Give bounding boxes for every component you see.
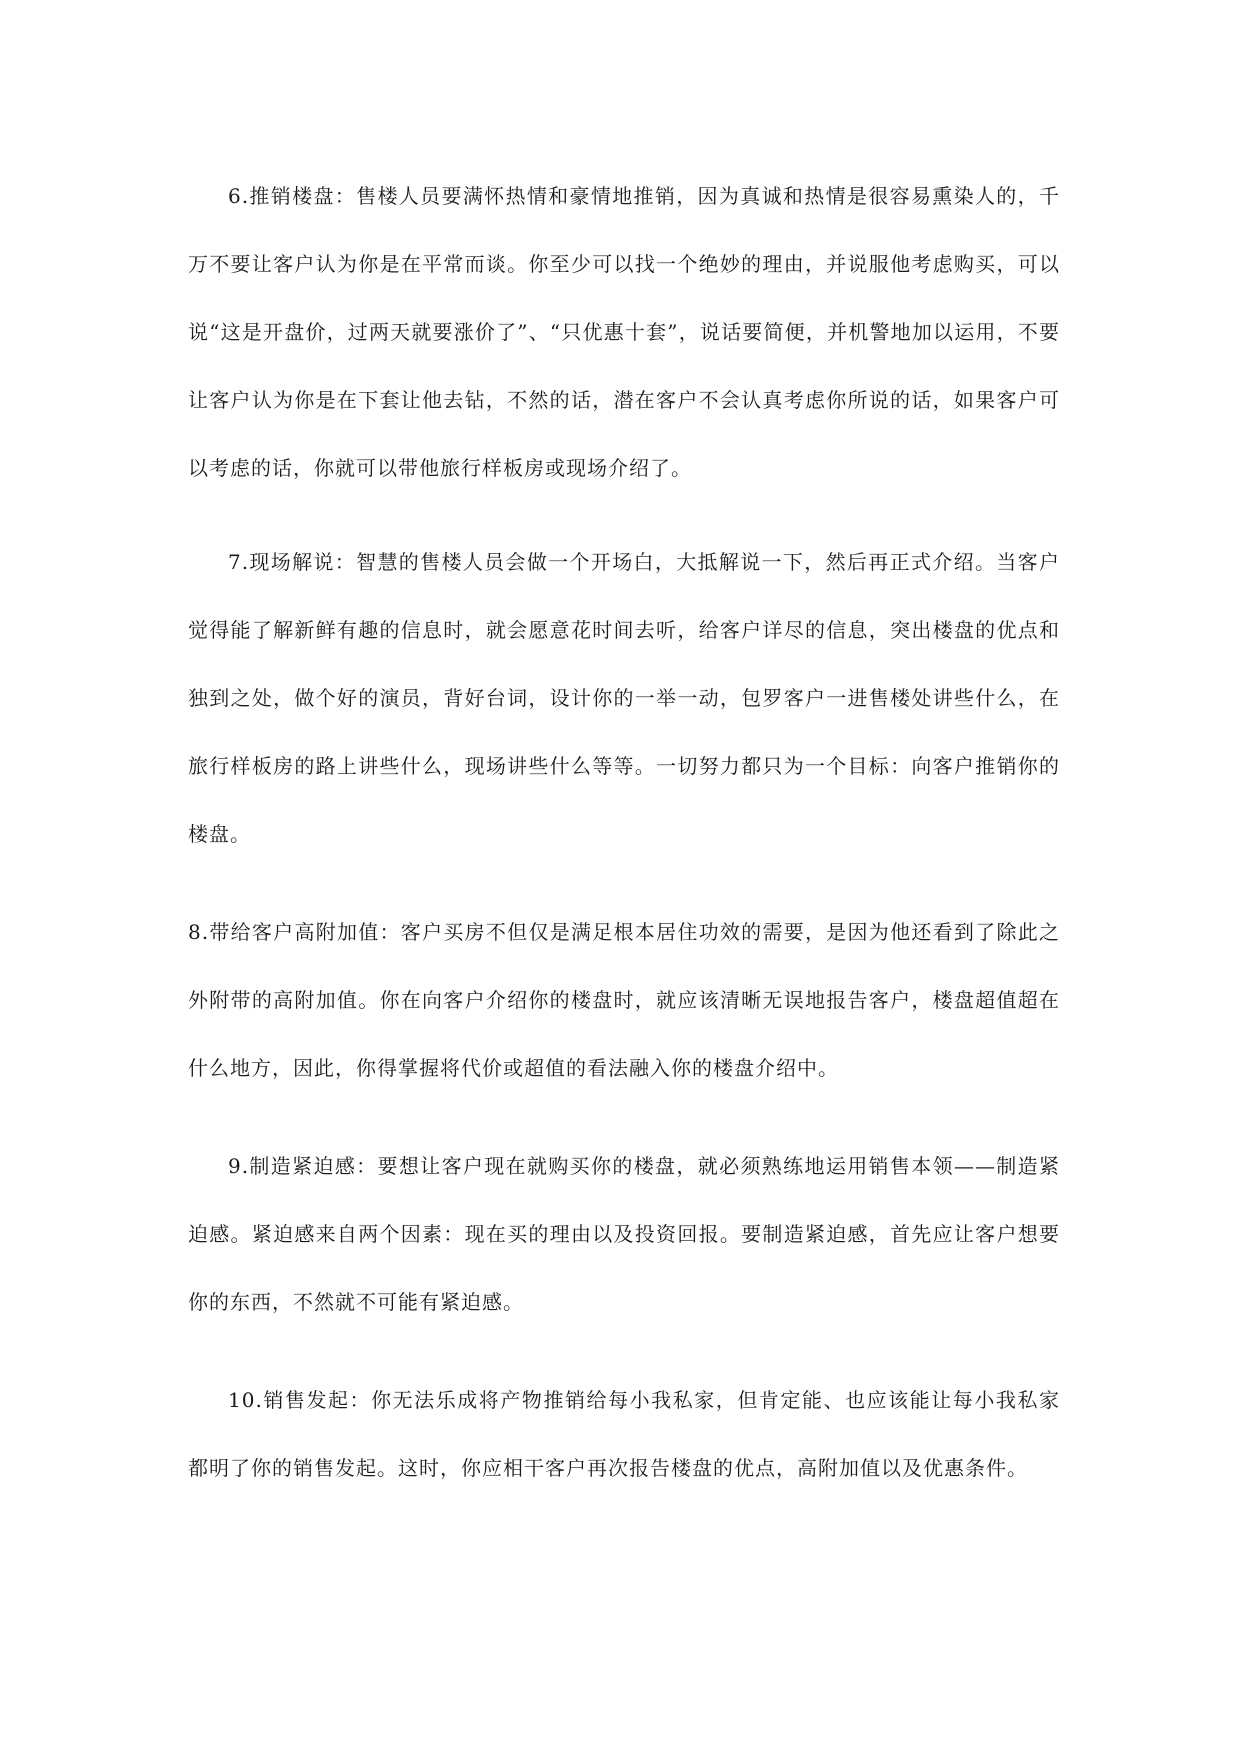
paragraph-item-6: 6.推销楼盘：售楼人员要满怀热情和豪情地推销，因为真诚和热情是很容易熏染人的，千万不要让客户认为你是在平常而谈。你至少可以找一个绝妙的理由，并说服他考虑购买，可以说“这是开盘价，过两天就要涨价了”、“只优惠十套”，说话要简便，并机警地加以运用，不要让客户认为你是在下套让他去钻，不然的话，潜在客户不会认真考虑你所说的话，如果客户可以考虑的话，你就可以带他旅行样板房或现场介绍了。: [188, 184, 1060, 480]
document-body: [188, 162, 1060, 1540]
paragraph-item-8: 8.带给客户高附加值：客户买房不但仅是满足根本居住功效的需要，是因为他还看到了除此之外附带的高附加值。你在向客户介绍你的楼盘时，就应该清晰无误地报告客户，楼盘超值超在什么地方，因此，你得掌握将代价或超值的看法融入你的楼盘介绍中。: [188, 920, 1060, 1080]
paragraph-item-10: 10.销售发起：你无法乐成将产物推销给每小我私家，但肯定能、也应该能让每小我私家都明了你的销售发起。这时，你应相干客户再次报告楼盘的优点，高附加值以及优惠条件。: [188, 1388, 1060, 1480]
paragraph-item-9: 9.制造紧迫感：要想让客户现在就购买你的楼盘，就必须熟练地运用销售本领——制造紧迫感。紧迫感来自两个因素：现在买的理由以及投资回报。要制造紧迫感，首先应让客户想要你的东西，不然就不可能有紧迫感。: [188, 1154, 1060, 1314]
paragraph-item-7: 7.现场解说：智慧的售楼人员会做一个开场白，大抵解说一下，然后再正式介绍。当客户觉得能了解新鲜有趣的信息时，就会愿意花时间去听，给客户详尽的信息，突出楼盘的优点和独到之处，做个好的演员，背好台词，设计你的一举一动，包罗客户一进售楼处讲些什么，在旅行样板房的路上讲些什么，现场讲些什么等等。一切努力都只为一个目标：向客户推销你的楼盘。: [188, 550, 1060, 846]
